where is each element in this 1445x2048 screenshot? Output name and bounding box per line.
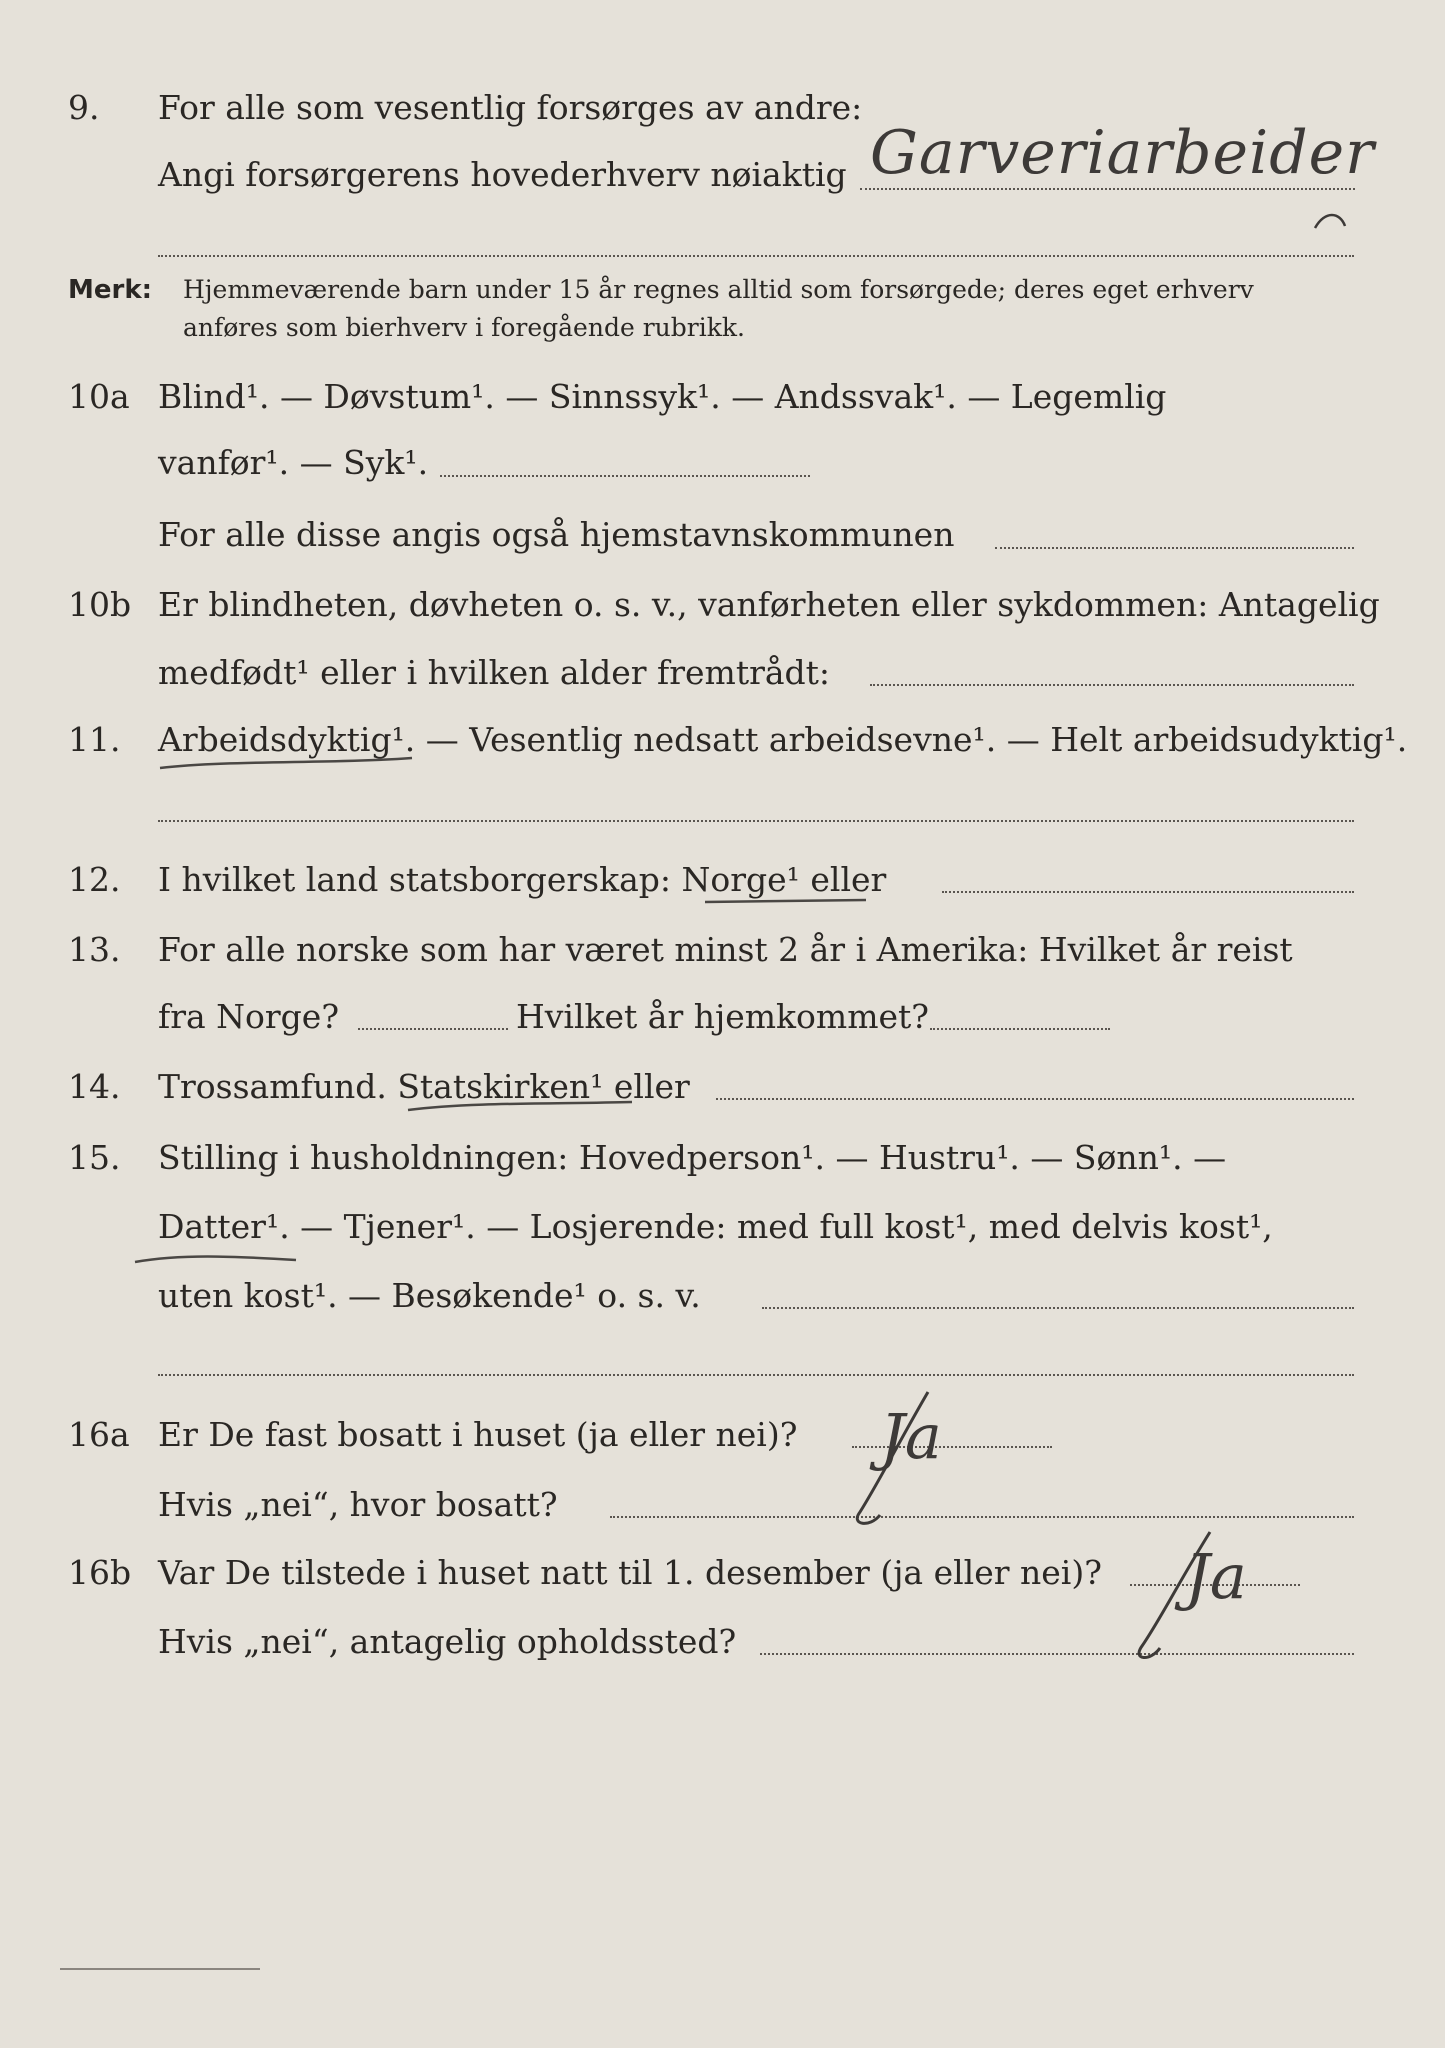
q16a-handwritten-answer: Ja <box>880 1400 942 1473</box>
q12-number: 12. <box>68 860 121 899</box>
ja-16b-stroke <box>1139 1532 1210 1658</box>
q9-line2: Angi forsørgerens hovederhverv nøiaktig <box>158 155 847 194</box>
q16b-line1: Var De tilstede i huset natt til 1. desember (ja eller nei)? <box>158 1553 1102 1592</box>
q9-handwritten-answer: Garveriarbeider <box>870 118 1375 188</box>
q14-number: 14. <box>68 1067 121 1106</box>
q11-number: 11. <box>68 720 121 759</box>
ja-16a-stroke <box>857 1392 928 1523</box>
arbeidsdyktig-underline <box>160 758 412 768</box>
q11-line1: Arbeidsdyktig¹. — Vesentlig nedsatt arbeidsevne¹. — Helt arbeidsudyktig¹. <box>158 720 1408 759</box>
garveri-tail-stroke <box>1315 215 1345 228</box>
q10a-line2: vanfør¹. — Syk¹. <box>158 443 429 482</box>
q13-line1: For alle norske som har været minst 2 år i Amerika: Hvilket år reist <box>158 930 1293 969</box>
q15-line3: uten kost¹. — Besøkende¹ o. s. v. <box>158 1276 701 1315</box>
datter-underline <box>135 1257 296 1263</box>
q16a-line1: Er De fast bosatt i huset (ja eller nei)? <box>158 1415 798 1454</box>
q9-number: 9. <box>68 88 100 127</box>
q14-line1: Trossamfund. Statskirken¹ eller <box>158 1067 690 1106</box>
q12-line1: I hvilket land statsborgerskap: Norge¹ eller <box>158 860 887 899</box>
q15-line2: Datter¹. — Tjener¹. — Losjerende: med full kost¹, med delvis kost¹, <box>158 1207 1273 1246</box>
q15-line1: Stilling i husholdningen: Hovedperson¹. — Hustru¹. — Sønn¹. — <box>158 1138 1227 1177</box>
q10b-line2: medfødt¹ eller i hvilken alder fremtrådt: <box>158 653 831 692</box>
q16b-number: 16b <box>68 1553 132 1592</box>
q10b-number: 10b <box>68 585 132 624</box>
q16b-handwritten-answer: Ja <box>1185 1540 1247 1613</box>
q9-line1: For alle som vesentlig forsørges av andre: <box>158 88 863 127</box>
q10a-line3: For alle disse angis også hjemstavnskommunen <box>158 515 955 554</box>
q10a-number: 10a <box>68 377 130 416</box>
merk-line1: Hjemmeværende barn under 15 år regnes alltid som forsørgede; deres eget erhverv <box>183 275 1254 304</box>
q10a-line1: Blind¹. — Døvstum¹. — Sinnssyk¹. — Andssvak¹. — Legemlig <box>158 377 1167 416</box>
q16a-number: 16a <box>68 1415 130 1454</box>
q10b-line1: Er blindheten, døvheten o. s. v., vanførheten eller sykdommen: Antagelig <box>158 585 1380 624</box>
q16a-line2: Hvis „nei“, hvor bosatt? <box>158 1485 558 1524</box>
q13-line2b: Hvilket år hjemkommet? <box>516 997 929 1036</box>
q16b-line2: Hvis „nei“, antagelig opholdssted? <box>158 1622 737 1661</box>
merk-line2: anføres som bierhverv i foregående rubrikk. <box>183 313 745 342</box>
statskirken-underline <box>408 1102 632 1110</box>
norge-underline <box>705 900 866 902</box>
q13-number: 13. <box>68 930 121 969</box>
merk-label: Merk: <box>68 275 153 305</box>
q13-line2a: fra Norge? <box>158 997 340 1036</box>
q15-number: 15. <box>68 1138 121 1177</box>
